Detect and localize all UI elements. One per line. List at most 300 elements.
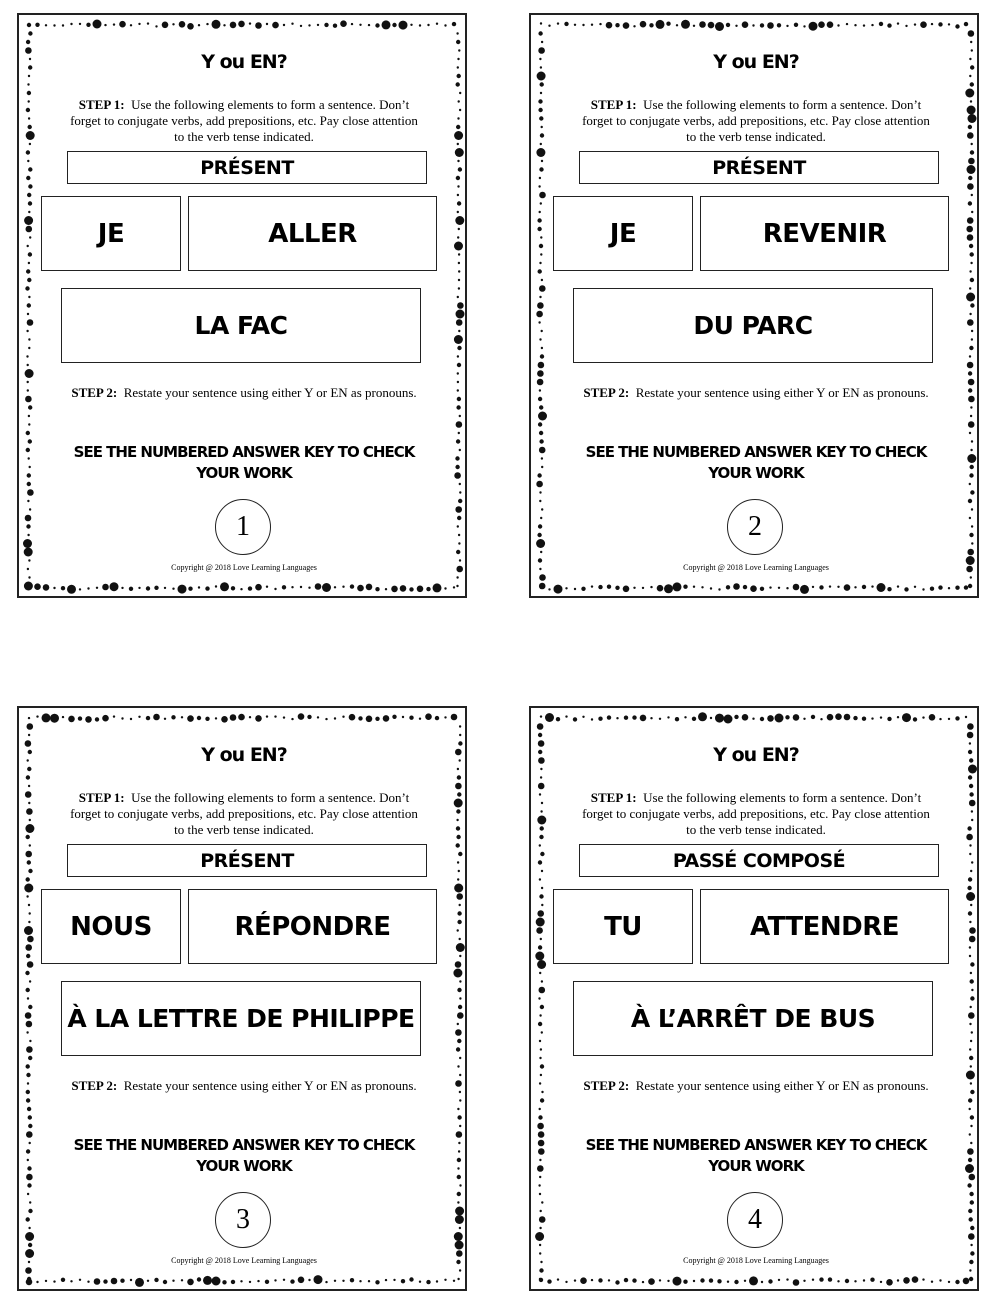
border-dot [538, 997, 540, 999]
border-dot [457, 296, 459, 298]
border-dot [968, 158, 975, 165]
border-dot [155, 25, 157, 27]
border-dot [444, 24, 446, 26]
border-dot [969, 1174, 976, 1181]
border-dot [456, 893, 463, 900]
border-dot [541, 457, 543, 459]
step2-text: Restate your sentence using either Y or EN as pronouns. [123, 385, 417, 400]
border-dot [457, 117, 459, 119]
border-dot [28, 262, 30, 264]
border-dot [970, 415, 972, 417]
border-dot [425, 713, 432, 720]
border-dot [970, 962, 974, 966]
border-dot [970, 82, 974, 86]
border-dot [230, 22, 237, 29]
border-dot [24, 216, 33, 225]
border-dot [967, 217, 974, 224]
border-dot [130, 1279, 132, 1281]
border-dot [539, 1057, 541, 1059]
border-dot [963, 1278, 970, 1285]
border-dot [966, 1071, 975, 1080]
border-dot [541, 802, 543, 804]
border-dot [27, 723, 34, 730]
border-dot [454, 335, 463, 344]
border-dot [135, 1278, 144, 1287]
border-dot [212, 1277, 221, 1286]
border-dot [887, 587, 891, 591]
step1-label: STEP 1: [590, 790, 637, 805]
border-dot [809, 22, 818, 31]
border-dot [914, 23, 916, 25]
border-dot [29, 236, 31, 238]
border-dot [457, 74, 461, 78]
border-dot [541, 1091, 543, 1093]
border-dot [26, 176, 30, 180]
border-dot [274, 588, 276, 590]
border-dot [409, 716, 413, 720]
border-dot [283, 1279, 285, 1281]
step2-text: Restate your sentence using either Y or EN as pronouns. [635, 385, 929, 400]
border-dot [419, 718, 421, 720]
step1-text: Use the following elements to form a sentence. Don’t forget to conjugate verbs, add prepositions, etc. Pay close attention to the verb tense indicated. [582, 97, 930, 144]
border-dot [615, 23, 619, 27]
border-dot [283, 716, 285, 718]
border-dot [138, 716, 140, 718]
border-dot [27, 389, 29, 391]
border-dot [775, 714, 784, 723]
border-dot [800, 585, 809, 594]
step2-label: STEP 2: [71, 385, 118, 400]
border-dot [539, 878, 541, 880]
border-dot [970, 979, 974, 983]
border-dot [710, 717, 712, 719]
border-dot [26, 988, 30, 992]
border-dot [582, 24, 584, 26]
border-dot [922, 716, 924, 718]
border-dot [969, 955, 971, 957]
border-dot [537, 473, 541, 477]
border-dot [971, 525, 973, 527]
border-dot [29, 1201, 31, 1203]
border-dot [537, 227, 541, 231]
border-dot [608, 1279, 610, 1281]
border-dot [457, 302, 464, 309]
border-dot [538, 1131, 545, 1138]
border-dot [767, 22, 774, 29]
border-dot [709, 1278, 713, 1282]
border-dot [27, 381, 29, 383]
border-dot [392, 715, 396, 719]
border-dot [53, 24, 55, 26]
border-dot [540, 133, 544, 137]
border-dot [231, 586, 235, 590]
card-title: Y ou EN? [201, 744, 287, 766]
border-dot [971, 542, 973, 544]
border-dot [971, 861, 973, 863]
border-dot [197, 1277, 201, 1281]
border-dot [724, 715, 733, 724]
border-dot [111, 1278, 118, 1285]
border-dot [187, 1279, 194, 1286]
border-dot [26, 1064, 30, 1068]
border-dot [28, 184, 32, 188]
border-dot [459, 1057, 461, 1059]
border-dot [26, 1149, 30, 1153]
border-dot [971, 819, 973, 821]
border-dot [26, 448, 30, 452]
border-dot [457, 1065, 459, 1067]
border-dot [761, 1281, 763, 1283]
border-dot [971, 989, 973, 991]
border-dot [120, 1279, 124, 1283]
copyright-notice: Copyright @ 2018 Love Learning Languages [171, 1256, 317, 1265]
border-dot [955, 716, 959, 720]
border-dot [793, 1279, 800, 1286]
border-dot [599, 23, 601, 25]
border-dot [969, 473, 973, 477]
border-dot [215, 585, 217, 587]
border-dot [93, 20, 102, 29]
border-dot [967, 1148, 974, 1155]
border-dot [458, 279, 460, 281]
border-dot [540, 517, 542, 519]
step1-instructions [69, 97, 419, 145]
border-dot [673, 582, 682, 591]
border-dot [28, 347, 30, 349]
border-dot [955, 24, 959, 28]
border-dot [458, 330, 460, 332]
border-dot [539, 574, 546, 581]
border-dot [453, 1280, 455, 1282]
border-dot [26, 1073, 30, 1077]
verb-box: ALLER [188, 196, 437, 271]
border-dot [970, 150, 974, 154]
border-dot [970, 262, 972, 264]
border-dot [966, 293, 975, 302]
border-dot [965, 89, 974, 98]
border-dot [760, 717, 764, 721]
border-dot [26, 775, 30, 779]
border-dot [26, 431, 30, 435]
border-dot [27, 500, 29, 502]
border-dot [969, 1277, 973, 1281]
border-dot [36, 1281, 38, 1283]
border-dot [835, 713, 842, 720]
border-dot [537, 816, 546, 825]
border-dot [27, 245, 29, 247]
border-dot [683, 1280, 687, 1284]
card-title: Y ou EN? [201, 51, 287, 73]
border-dot [970, 1226, 974, 1230]
border-dot [777, 23, 781, 27]
border-dot [29, 143, 31, 145]
border-dot [456, 809, 460, 813]
step2-text: Restate your sentence using either Y or EN as pronouns. [635, 1078, 929, 1093]
border-dot [28, 252, 32, 256]
border-dot [25, 824, 34, 833]
border-dot [419, 24, 421, 26]
border-dot [25, 944, 32, 951]
border-dot [28, 869, 32, 873]
border-dot [574, 24, 576, 26]
border-dot [537, 723, 544, 730]
border-dot [27, 489, 34, 496]
border-dot [970, 41, 972, 43]
border-dot [61, 586, 65, 590]
border-dot [666, 22, 670, 26]
border-dot [537, 960, 546, 969]
border-dot [565, 1281, 567, 1283]
border-dot [291, 586, 293, 588]
answer-key-note: SEE THE NUMBERED ANSWER KEY TO CHECK YOUR WORK [585, 443, 927, 482]
border-dot [828, 1277, 832, 1281]
step1-text: Use the following elements to form a sentence. Don’t forget to conjugate verbs, add prepositions, etc. Pay close attention to the verb tense indicated. [70, 790, 418, 837]
border-dot [457, 1192, 461, 1196]
border-dot [61, 1278, 65, 1282]
border-dot [598, 1278, 602, 1282]
border-dot [53, 1280, 55, 1282]
border-dot [538, 108, 542, 112]
border-dot [350, 584, 354, 588]
border-dot [28, 717, 30, 719]
border-dot [25, 515, 32, 522]
border-dot [539, 338, 541, 340]
border-dot [726, 23, 730, 27]
answer-key-note: SEE THE NUMBERED ANSWER KEY TO CHECK YOUR WORK [585, 1136, 927, 1175]
border-dot [455, 961, 462, 968]
border-dot [718, 588, 720, 590]
step1-instructions [581, 790, 931, 838]
border-dot [967, 454, 976, 463]
border-dot [457, 381, 459, 383]
border-dot [870, 1278, 874, 1282]
border-dot [541, 466, 543, 468]
border-dot [968, 388, 972, 392]
border-dot [79, 1279, 81, 1281]
border-dot [456, 576, 458, 578]
border-dot [539, 972, 541, 974]
border-dot [581, 587, 585, 591]
border-dot [539, 177, 541, 179]
border-dot [457, 1175, 461, 1179]
border-dot [540, 810, 542, 812]
border-dot [459, 491, 461, 493]
border-dot [969, 533, 973, 537]
border-dot [27, 997, 29, 999]
border-dot [971, 211, 973, 213]
border-dot [456, 819, 458, 821]
border-dot [385, 588, 387, 590]
border-dot [768, 1279, 772, 1283]
border-dot [539, 1014, 541, 1016]
border-dot [391, 586, 398, 593]
border-dot [266, 23, 268, 25]
border-dot [368, 24, 370, 26]
border-dot [969, 346, 973, 350]
border-dot [456, 32, 458, 34]
border-dot [457, 1115, 461, 1119]
border-dot [457, 920, 461, 924]
border-dot [392, 23, 396, 27]
subject-box: TU [553, 889, 693, 964]
border-dot [454, 131, 463, 140]
border-dot [667, 1280, 669, 1282]
border-dot [27, 482, 31, 486]
border-dot [969, 1192, 973, 1196]
step2-instructions [581, 385, 931, 401]
border-dot [366, 584, 373, 591]
border-dot [547, 1279, 551, 1283]
copyright-notice: Copyright @ 2018 Love Learning Languages [683, 563, 829, 572]
step2-instructions [581, 1078, 931, 1094]
border-dot [26, 40, 30, 44]
border-dot [967, 826, 971, 830]
border-dot [538, 397, 542, 401]
border-dot [27, 1277, 31, 1281]
border-dot [659, 1279, 661, 1281]
border-dot [624, 1278, 628, 1282]
border-dot [249, 22, 251, 24]
border-dot [649, 23, 653, 27]
border-dot [538, 1140, 545, 1147]
border-dot [877, 583, 886, 592]
border-dot [540, 82, 544, 86]
border-dot [948, 1281, 950, 1283]
border-dot [968, 499, 972, 503]
border-dot [79, 23, 81, 25]
border-dot [459, 1125, 461, 1127]
border-dot [28, 415, 30, 417]
border-dot [541, 870, 543, 872]
border-dot [458, 262, 460, 264]
border-dot [955, 1280, 959, 1284]
border-dot [26, 1031, 28, 1033]
border-dot [456, 843, 460, 847]
border-dot [969, 1056, 973, 1060]
border-dot [863, 24, 865, 26]
border-dot [238, 21, 245, 28]
border-dot [274, 1279, 276, 1281]
border-dot [349, 714, 356, 721]
card-title: Y ou EN? [713, 744, 799, 766]
card-number: 2 [727, 499, 783, 555]
border-dot [435, 716, 439, 720]
border-dot [539, 793, 541, 795]
border-dot [113, 715, 115, 717]
border-dot [969, 784, 973, 788]
border-dot [786, 25, 788, 27]
border-dot [266, 586, 268, 588]
border-dot [198, 24, 200, 26]
border-dot [538, 524, 542, 528]
border-dot [539, 285, 546, 292]
border-dot [26, 131, 35, 140]
border-dot [26, 1131, 33, 1138]
border-dot [26, 524, 30, 528]
border-dot [887, 23, 891, 27]
border-dot [539, 1278, 541, 1280]
border-dot [206, 23, 208, 25]
border-dot [540, 776, 542, 778]
border-dot [969, 75, 971, 77]
border-dot [26, 808, 33, 815]
border-dot [939, 718, 941, 720]
border-dot [837, 24, 839, 26]
border-dot [290, 1279, 294, 1283]
border-dot [456, 943, 465, 952]
verb-box: RÉPONDRE [188, 889, 437, 964]
border-dot [457, 1012, 464, 1019]
border-dot [969, 1217, 973, 1221]
border-dot [886, 1279, 893, 1286]
border-dot [778, 1279, 780, 1281]
border-dot [27, 1183, 31, 1187]
border-dot [28, 423, 30, 425]
border-dot [457, 1201, 459, 1203]
step2-instructions [69, 385, 419, 401]
border-dot [897, 716, 899, 718]
border-dot [402, 716, 404, 718]
border-dot [734, 1280, 738, 1284]
border-dot [970, 406, 972, 408]
border-dot [837, 1280, 839, 1282]
border-dot [28, 75, 30, 77]
border-dot [970, 1125, 972, 1127]
border-dot [333, 24, 337, 28]
border-dot [540, 1210, 542, 1212]
border-dot [458, 1005, 462, 1009]
border-dot [459, 109, 461, 111]
border-dot [456, 176, 460, 180]
border-dot [548, 588, 550, 590]
border-dot [164, 718, 166, 720]
border-dot [172, 588, 174, 590]
border-dot [34, 583, 41, 590]
border-dot [623, 586, 630, 593]
border-dot [325, 718, 327, 720]
border-dot [803, 1280, 805, 1282]
border-dot [223, 24, 225, 26]
border-dot [538, 1148, 545, 1155]
border-dot [274, 715, 276, 717]
border-dot [744, 1280, 746, 1282]
border-dot [454, 1232, 463, 1241]
border-dot [930, 587, 934, 591]
border-dot [750, 585, 757, 592]
border-dot [812, 586, 814, 588]
border-dot [971, 440, 973, 442]
border-dot [675, 717, 679, 721]
border-dot [255, 584, 262, 591]
border-dot [541, 980, 543, 982]
border-dot [970, 490, 974, 494]
border-dot [862, 717, 866, 721]
border-dot [457, 1158, 461, 1162]
border-dot [409, 587, 413, 591]
border-dot [27, 313, 29, 315]
border-dot [350, 1278, 354, 1282]
border-dot [964, 22, 968, 26]
border-dot [87, 587, 89, 589]
border-dot [188, 587, 192, 591]
border-dot [897, 585, 899, 587]
border-dot [265, 1280, 269, 1284]
border-dot [793, 714, 800, 721]
border-dot [456, 550, 460, 554]
border-dot [457, 185, 459, 187]
border-dot [29, 844, 31, 846]
border-dot [25, 851, 32, 858]
